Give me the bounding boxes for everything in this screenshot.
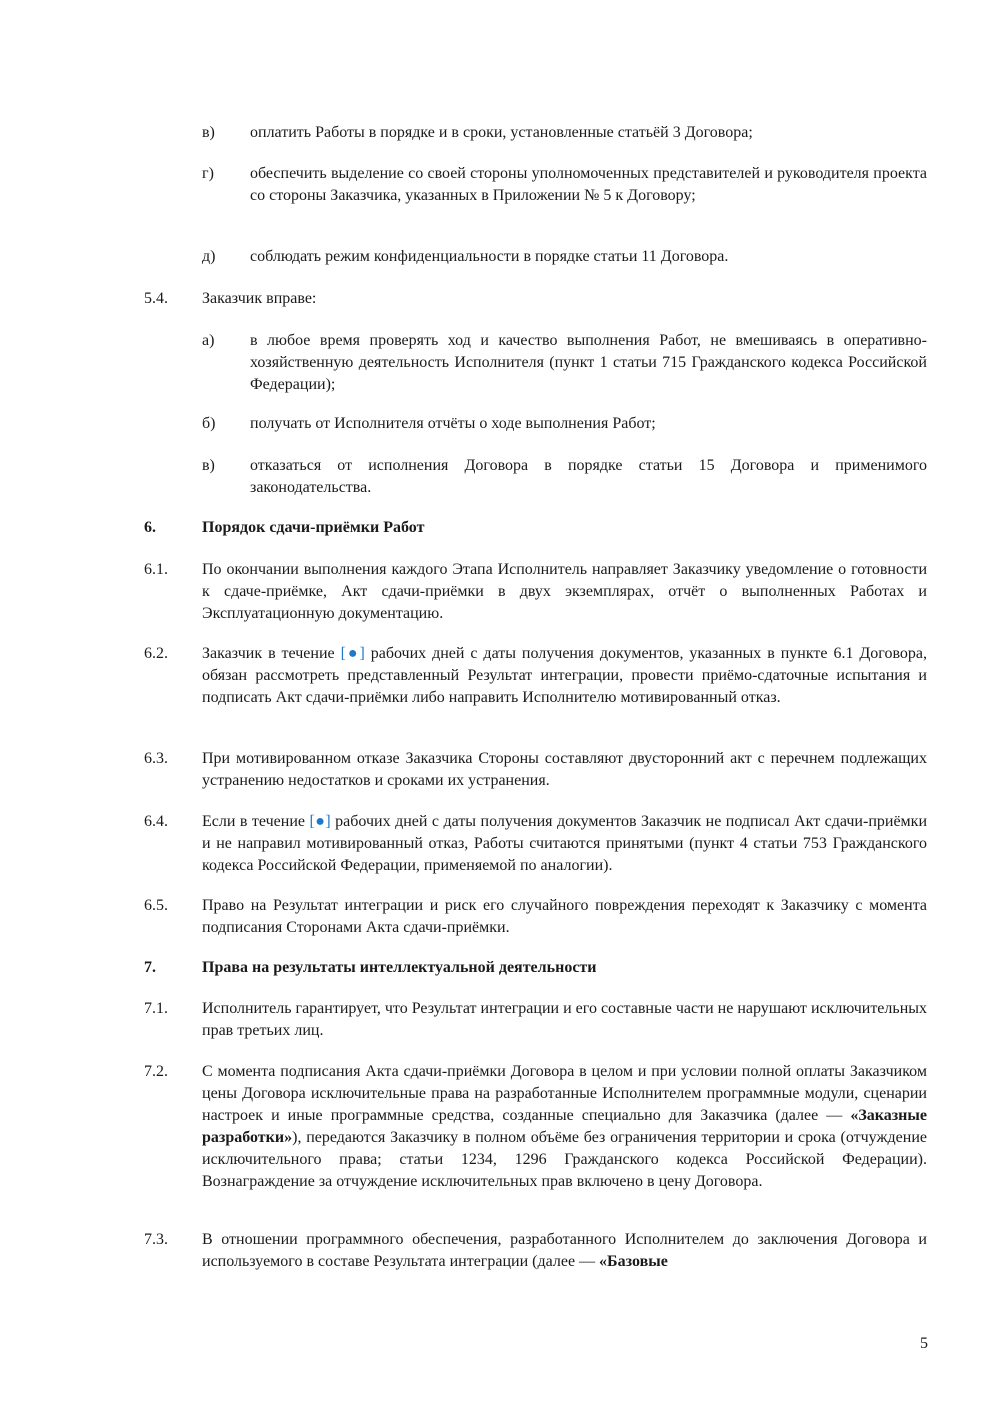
clause-text: Заказчик вправе: (202, 290, 317, 307)
item-text: получать от Исполнителя отчёты о ходе выполнения Работ; (250, 415, 656, 432)
defined-term: «Базовые (599, 1253, 668, 1270)
section-title: Порядок сдачи-приёмки Работ (202, 519, 425, 536)
clause-text: Заказчик в течение [●] рабочих дней с даты получения документов, указанных в пункте 6.1 Договора, обязан рассмотреть представленный Результат интеграции, провести приёмо-сдаточные испытания и подписать Акт сдачи-приёмки либо направить Исполнителю мотивированный отказ. (202, 645, 928, 706)
clause-number: 6.1. (144, 561, 168, 578)
clause-text: Исполнитель гарантирует, что Результат интеграции и его составные части не нарушают исключительных прав третьих лиц. (202, 1000, 927, 1039)
item-label: а) (202, 332, 215, 349)
clause-text: Если в течение [●] рабочих дней с даты получения документов Заказчик не подписал Акт сдачи-приёмки и не направил мотивированный отказ, Работы считаются принятыми (пункт 4 статьи 753 Гражданского кодекса Российской Федерации, применяемой по аналогии). (202, 813, 928, 874)
clause-number: 7.1. (144, 1000, 168, 1017)
item-label: в) (202, 457, 215, 474)
item-text: обеспечить выделение со своей стороны уполномоченных представителей и руководителя проекта со стороны Заказчика, указанных в Приложении № 5 к Договору; (250, 165, 927, 204)
section-number: 6. (144, 519, 156, 536)
item-label: б) (202, 415, 216, 432)
item-label: д) (202, 248, 216, 265)
item-text: оплатить Работы в порядке и в сроки, установленные статьёй 3 Договора; (250, 124, 753, 141)
item-text: отказаться от исполнения Договора в порядке статьи 15 Договора и применимого законодательства. (250, 457, 927, 496)
clause-number: 6.2. (144, 645, 168, 662)
clause-text: В отношении программного обеспечения, разработанного Исполнителем до заключения Договора и используемого в составе Результата интеграции (далее — «Базовые (202, 1231, 927, 1270)
section-number: 7. (144, 959, 156, 976)
clause-text: По окончании выполнения каждого Этапа Исполнитель направляет Заказчику уведомление о готовности к сдаче-приёмке, Акт сдачи-приёмки в двух экземплярах, отчёт о выполненных Работах и Эксплуатационную документацию. (202, 561, 927, 622)
clause-number: 6.5. (144, 897, 168, 914)
clause-text: При мотивированном отказе Заказчика Стороны составляют двусторонний акт с перечнем подлежащих устранению недостатков и сроками их устранения. (202, 750, 927, 789)
blank-placeholder: [●] (309, 813, 331, 830)
page-number: 5 (920, 1335, 928, 1352)
clause-number: 6.3. (144, 750, 168, 767)
clause-number: 7.3. (144, 1231, 168, 1248)
clause-text: С момента подписания Акта сдачи-приёмки Договора в целом и при условии полной оплаты Заказчиком цены Договора исключительные права на разработанные Исполнителем программные модули, сценарии настроек и иные программные средства, созданные специально для Заказчика (далее — «Заказные разработки»), передаются Заказчику в полном объёме без ограничения территории и срока (отчуждение исключительного права; статьи 1234, 1296 Гражданского кодекса Российской Федерации). Вознаграждение за отчуждение исключительных прав включено в цену Договора. (202, 1063, 927, 1190)
item-label: в) (202, 124, 215, 141)
clause-number: 5.4. (144, 290, 168, 307)
clause-number: 7.2. (144, 1063, 168, 1080)
section-title: Права на результаты интеллектуальной деятельности (202, 959, 597, 976)
item-text: в любое время проверять ход и качество выполнения Работ, не вмешиваясь в оперативно-хозяйственную деятельность Исполнителя (пункт 1 статьи 715 Гражданского кодекса Российской Федерации); (250, 332, 927, 393)
clause-number: 6.4. (144, 813, 168, 830)
item-label: г) (202, 165, 214, 182)
blank-placeholder: [●] (340, 645, 365, 662)
clause-text: Право на Результат интеграции и риск его случайного повреждения переходят к Заказчику с момента подписания Сторонами Акта сдачи-приёмки. (202, 897, 927, 936)
defined-term: «Заказные разработки» (202, 1107, 927, 1146)
item-text: соблюдать режим конфиденциальности в порядке статьи 11 Договора. (250, 248, 729, 265)
